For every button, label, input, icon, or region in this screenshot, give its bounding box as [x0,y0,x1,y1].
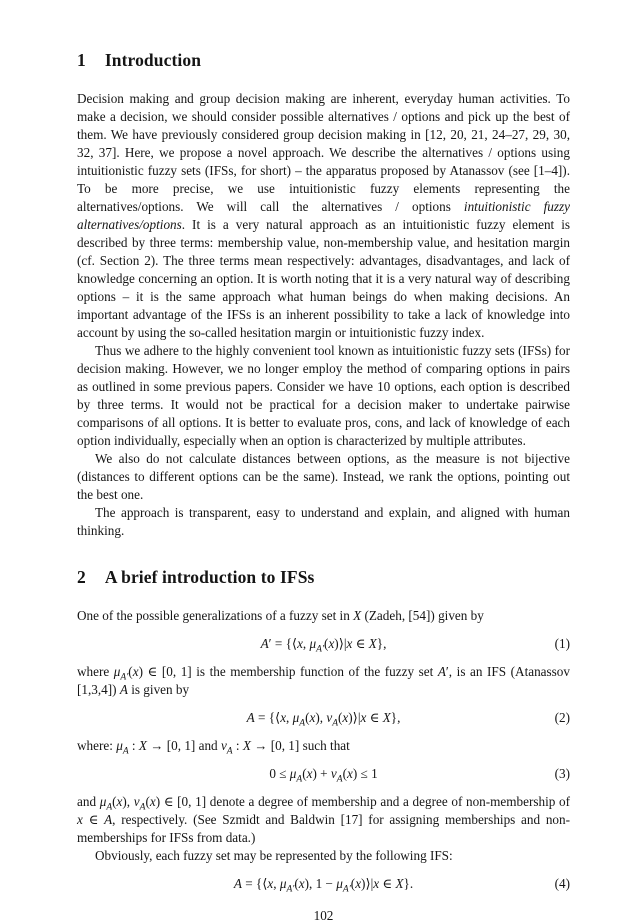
equation-4 [77,875,570,893]
section-1-title: Introduction [104,50,202,70]
intro-paragraph-4: The approach is transparent, easy to understand and explain, and aligned with human thinking. [77,505,570,538]
section-2-heading [77,567,570,588]
equation-4-number: (4) [554,876,570,891]
equation-3-number: (3) [554,766,570,781]
section-1-heading [77,50,570,71]
intro-paragraph-3: We also do not calculate distances between options, as the measure is not bijective (distances to different options can be the same). Instead, we rank the options, pointing out the best one. [77,451,570,502]
equation-1 [77,635,570,653]
section-2-number: 2 [77,567,86,587]
section-ifs-introduction [77,567,570,893]
ifs-lead-paragraph: One of the possible generalizations of a fuzzy set in X (Zadeh, [54]) given by [77,608,484,623]
equation-2-number: (2) [554,710,570,725]
equation-2 [77,709,570,727]
equation-4-formula: A = {⟨x, $\mu_{A'}(x)$, $1 - \mu_{A'}(x)⟩|x$ ∈ X}. [233,876,414,895]
equation-1-formula: A′ = {⟨x, $\mu_{A'}(x)⟩|x$ ∈ X}, [260,636,387,655]
equation-1-number: (1) [554,636,570,651]
section-introduction [77,50,570,540]
ifs-where-paragraph-1: where $\mu_{A'}(x)$ ∈ [0, 1] is the membership function of the fuzzy set A′, is an IFS (Atanassov [1,3,4]) A is given by [77,664,570,697]
page-number: 102 [313,908,334,923]
ifs-obviously-paragraph: Obviously, each fuzzy set may be represented by the following IFS: [95,848,453,863]
intro-paragraph-1: Decision making and group decision making are inherent, everyday human activities. To make a decision, we should consider possible alternatives / options and pick up the best of them. We have previously considered group decision making in [12, 20, 21, 24–27, 29, 30, 32, 37]. Here, we propose a novel approach. We describe the alternatives / options using intuitionistic fuzzy sets (IFSs, for short) – the apparatus proposed by Atanassov (see [1–4]). To be more precise, we use intuitionistic fuzzy elements representing the alternatives/options. We will call the alternatives / options intuitionistic fuzzy alternatives/options. It is a very natural approach as an intuitionistic fuzzy element is described by three terms: membership value, non-membership value, and hesitation margin (cf. Section 2). The three terms mean respectively: advantages, disadvantages, and lack of knowledge concerning an option. It is worth noting that it is a very natural way of describing options – it is the same approach what human beings do when making decisions. An important advantage of the IFSs is an inherent possibility to take a lack of knowledge into account by using the so-called hesitation margin or intuitionistic fuzzy index. [77,91,570,340]
equation-3-formula: $0 \le \mu_A(x) + \nu_A(x) \le 1$ [269,766,378,785]
ifs-and-paragraph: and $\mu_A(x)$, $\nu_A(x)$ ∈ [0, 1] denote a degree of membership and a degree of non-membership of x ∈ A, respectively. (See Szmidt and Baldwin [17] for assigning memberships and non-memberships for IFSs from data.) [77,794,570,845]
intro-paragraph-2: Thus we adhere to the highly convenient tool known as intuitionistic fuzzy sets (IFSs) for decision making. However, we no longer employ the method of comparing options in pairs as outlined in some previous papers. Consider we have 10 options, each option is described by three terms. It would not be practical for a decision maker to undertake pairwise comparisons of all options. It is better to evaluate pros, cons, and lack of knowledge of each option individually, especially when an option is characterized by multiple attributes. [77,343,570,448]
page-footer [77,908,570,924]
section-1-number: 1 [77,50,86,70]
equation-3 [77,765,570,783]
ifs-where-paragraph-2: where: $\mu_A$ : X → [0, 1] and $\nu_A$ : X → [0, 1] such that [77,738,350,757]
section-2-title: A brief introduction to IFSs [104,567,315,587]
equation-2-formula: A = {⟨x, $\mu_A(x)$, $\nu_A(x)⟩|x$ ∈ X}, [246,710,401,729]
